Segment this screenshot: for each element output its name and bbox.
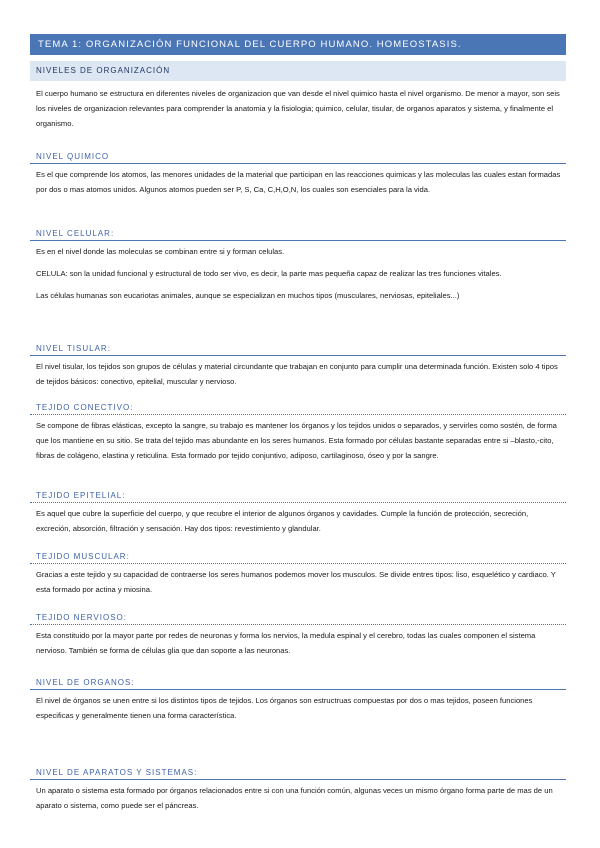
section-paragraph: CELULA: son la unidad funcional y estructural de todo ser vivo, es decir, la parte mas pequeña capaz de realizar las tres funciones vitales.	[36, 269, 502, 278]
section-tejido-nervioso	[30, 611, 566, 658]
section-heading: TEJIDO NERVIOSO:	[30, 611, 566, 625]
section-paragraph: Es el que comprende los atomos, las menores unidades de la material que participan en las reacciones quimicas y las moleculas las cuales estan formadas por dos o mas atomos unidos. Algunos atomos pueden ser P, S, Ca, C,H,O,N, los cuales son esenciales para la vida.	[36, 170, 561, 194]
section-paragraph: Un aparato o sistema esta formado por órganos relacionados entre si con una función común, algunas veces un mismo órgano forma parte de mas de un aparato o sistema, como puede ser el páncreas.	[36, 786, 553, 810]
section-paragraph: Las células humanas son eucariotas animales, aunque se especializan en muchos tipos (musculares, nerviosas, epiteliales...)	[36, 291, 460, 300]
section-nivel-celular	[30, 227, 566, 303]
section-tejido-epitelial	[30, 489, 566, 536]
section-nivel-quimico	[30, 150, 566, 197]
section-heading: NIVEL CELULAR:	[30, 227, 566, 241]
section-paragraph: Es en el nivel donde las moleculas se combinan entre si y forman celulas.	[36, 247, 285, 256]
section-tejido-conectivo	[30, 401, 566, 463]
section-heading: TEJIDO CONECTIVO:	[30, 401, 566, 415]
section-paragraph: Es aquel que cubre la superficie del cuerpo, y que recubre el interior de algunos órganos y cavidades. Cumple la función de protección, secreción, excreción, absorción, filtración y sensación. Hay dos tipos: revestimiento y glandular.	[36, 509, 529, 533]
section-heading: NIVEL DE APARATOS Y SISTEMAS:	[30, 766, 566, 780]
section-paragraph: El nivel tisular, los tejidos son grupos de células y material circundante que trabajan en conjunto para cumplir una determinada función. Existen solo 4 tipos de tejidos básicos: conectivo, epitelial, muscular y nervioso.	[36, 362, 558, 386]
section-paragraph: Gracias a este tejido y su capacidad de contraerse los seres humanos podemos mover los musculos. Se divide entres tipos: liso, esquelético y cardiaco. Y esta formado por actina y miosina.	[36, 570, 556, 594]
section-tejido-muscular	[30, 550, 566, 597]
section-heading: NIVEL DE ORGANOS:	[30, 676, 566, 690]
section-nivel-tisular	[30, 342, 566, 389]
document-page	[30, 34, 566, 131]
section-heading: NIVEL QUIMICO	[30, 150, 566, 164]
intro-paragraph: El cuerpo humano se estructura en diferentes niveles de organizacion que van desde el nivel quimico hasta el nivel organismo. De menor a mayor, son seis los niveles de organizacion relevantes para comprender la anatomia y la fisiologia; quimico, celular, tisular, de organos aparatos y sistema, y finalmente el organismo.	[36, 89, 560, 128]
document-title: TEMA 1: ORGANIZACIÓN FUNCIONAL DEL CUERPO HUMANO. HOMEOSTASIS.	[30, 34, 566, 55]
section-subtitle: NIVELES DE ORGANIZACIÓN	[30, 61, 566, 81]
section-paragraph: Se compone de fibras elásticas, excepto la sangre, su trabajo es mantener los órganos y los tejidos unidos o separados, y servirles como sostén, de forma que los mantiene en su sitio. Se trata del tejido mas abundante en los seres humanos. Esta formado por células bastante separadas entre si –blasto,-cito, fibras de colágeno, elastina y reticulina. Esta formado por tejido conjuntivo, adiposo, cartilaginoso, óseo y por la sangre.	[36, 421, 557, 460]
section-paragraph: Esta constituido por la mayor parte por redes de neuronas y forma los nervios, la medula espinal y el cerebro, todas las cuales componen el sistema nervioso. También se forma de células glia que dan soporte a las neuronas.	[36, 631, 536, 655]
section-heading: NIVEL TISULAR:	[30, 342, 566, 356]
section-heading: TEJIDO EPITELIAL:	[30, 489, 566, 503]
section-nivel-aparatos-sistemas	[30, 766, 566, 813]
section-paragraph: El nivel de órganos se unen entre si los distintos tipos de tejidos. Los órganos son estructruas compuestas por dos o mas tejidos, poseen funciones especificas y generalmente tienen una forma característica.	[36, 696, 533, 720]
section-nivel-organos	[30, 676, 566, 723]
section-heading: TEJIDO MUSCULAR:	[30, 550, 566, 564]
